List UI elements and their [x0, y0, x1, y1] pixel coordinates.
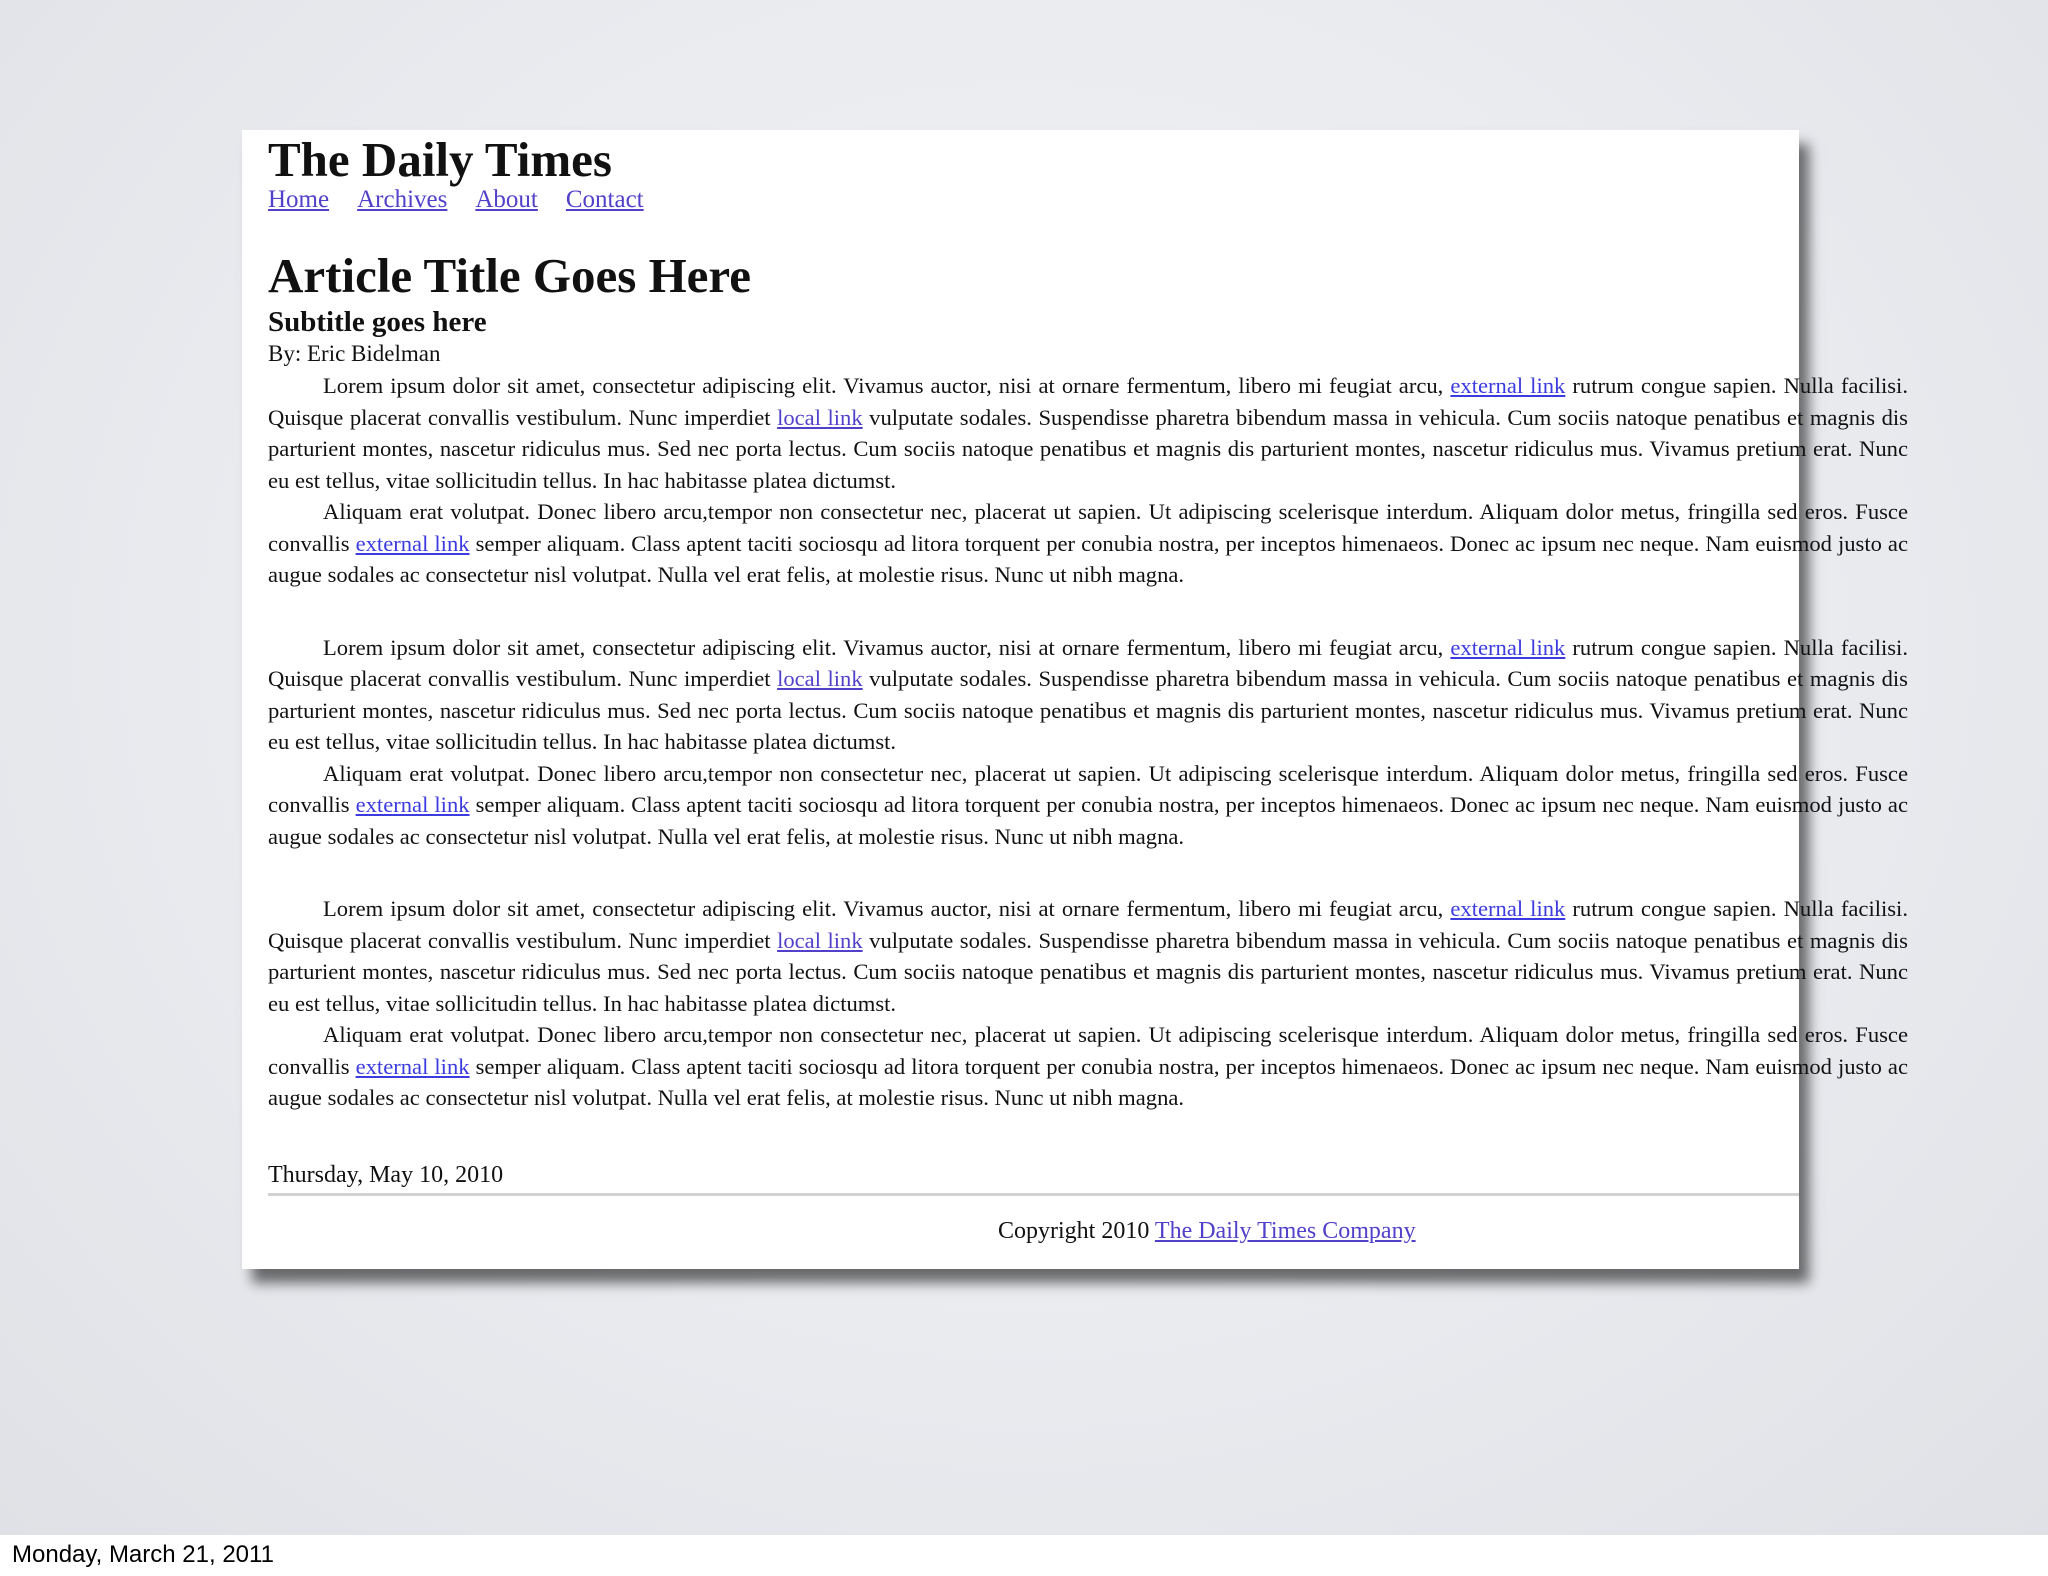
paragraph-text: vulputate sodales. Suspendisse pharetra bibendum massa in vehicula. Cum sociis natoque penatibus et magnis dis parturient montes, nascetur ridiculus mus. Sed nec porta lectus. Cum sociis natoque penatibus et magnis dis parturient montes, nascetur ridiculus mus. Vivamus pretium erat. Nunc eu est tellus, vitae sollicitudin tellus. In hac habitasse platea dictumst.	[268, 666, 1908, 754]
paragraph-group	[268, 370, 1908, 591]
paragraph	[268, 1019, 1908, 1114]
paragraph-text: rutrum congue sapien. Nulla facilisi. Quisque placerat convallis vestibulum. Nunc imperdiet	[268, 896, 1908, 953]
external-link[interactable]: external link	[355, 792, 470, 817]
paragraph-text: vulputate sodales. Suspendisse pharetra bibendum massa in vehicula. Cum sociis natoque penatibus et magnis dis parturient montes, nascetur ridiculus mus. Sed nec porta lectus. Cum sociis natoque penatibus et magnis dis parturient montes, nascetur ridiculus mus. Vivamus pretium erat. Nunc eu est tellus, vitae sollicitudin tellus. In hac habitasse platea dictumst.	[268, 404, 1908, 493]
slide-footer-bar	[0, 1535, 2048, 1576]
publication-date: Thursday, May 10, 2010	[268, 1162, 504, 1188]
site-nav	[268, 184, 672, 216]
nav-link-about[interactable]: About	[475, 186, 538, 213]
article-body	[268, 370, 1908, 1114]
local-link[interactable]: local link	[777, 666, 863, 691]
browser-page-screenshot	[242, 130, 1908, 1269]
paragraph-text: Lorem ipsum dolor sit amet, consectetur adipiscing elit. Vivamus auctor, nisi at ornare fermentum, libero mi feugiat arcu,	[323, 896, 1451, 921]
nav-link-contact[interactable]: Contact	[565, 186, 644, 213]
external-link[interactable]: external link	[1450, 634, 1566, 660]
external-link[interactable]: external link	[1450, 373, 1566, 398]
external-link[interactable]: external link	[1450, 896, 1566, 921]
paragraph-text: semper aliquam. Class aptent taciti sociosqu ad litora torquent per conubia nostra, per inceptos himenaeos. Donec ac ipsum nec neque. Nam euismod justo ac augue sodales ac consectetur nisl volutpat. Nulla vel erat felis, at molestie risus. Nunc ut nibh magna.	[268, 792, 1908, 849]
external-link[interactable]: external link	[355, 530, 470, 556]
paragraph	[268, 370, 1908, 496]
copyright-notice	[998, 1216, 1416, 1246]
footer-divider	[268, 1193, 1799, 1196]
local-link[interactable]: local link	[777, 927, 863, 953]
paragraph-text: Lorem ipsum dolor sit amet, consectetur adipiscing elit. Vivamus auctor, nisi at ornare fermentum, libero mi feugiat arcu,	[323, 373, 1451, 398]
paragraph-text: semper aliquam. Class aptent taciti sociosqu ad litora torquent per conubia nostra, per inceptos himenaeos. Donec ac ipsum nec neque. Nam euismod justo ac augue sodales ac consectetur nisl volutpat. Nulla vel erat felis, at molestie risus. Nunc ut nibh magna.	[268, 1053, 1908, 1110]
paragraph-text: Lorem ipsum dolor sit amet, consectetur adipiscing elit. Vivamus auctor, nisi at ornare fermentum, libero mi feugiat arcu,	[323, 634, 1451, 660]
byline: By: Eric Bidelman	[268, 341, 441, 366]
paragraph-text: Aliquam erat volutpat. Donec libero arcu,tempor non consectetur nec, placerat ut sapien. Ut adipiscing scelerisque interdum. Aliquam dolor metus, fringilla sed eros. Fusce convallis	[268, 499, 1908, 556]
paragraph-text: vulputate sodales. Suspendisse pharetra bibendum massa in vehicula. Cum sociis natoque penatibus et magnis dis parturient montes, nascetur ridiculus mus. Sed nec porta lectus. Cum sociis natoque penatibus et magnis dis parturient montes, nascetur ridiculus mus. Vivamus pretium erat. Nunc eu est tellus, vitae sollicitudin tellus. In hac habitasse platea dictumst.	[268, 927, 1908, 1016]
company-link[interactable]: The Daily Times Company	[1154, 1218, 1416, 1244]
site-title: The Daily Times	[268, 132, 612, 187]
nav-link-home[interactable]: Home	[268, 186, 330, 213]
article-title: Article Title Goes Here	[268, 248, 752, 303]
paragraph	[268, 758, 1908, 853]
paragraph-text: rutrum congue sapien. Nulla facilisi. Quisque placerat convallis vestibulum. Nunc imperdiet	[268, 634, 1908, 691]
paragraph-text: Aliquam erat volutpat. Donec libero arcu,tempor non consectetur nec, placerat ut sapien. Ut adipiscing scelerisque interdum. Aliquam dolor metus, fringilla sed eros. Fusce convallis	[268, 760, 1908, 817]
slide-footer-date: Monday, March 21, 2011	[12, 1541, 274, 1568]
paragraph	[268, 632, 1908, 758]
paragraph-group	[268, 632, 1908, 853]
paragraph-text: Aliquam erat volutpat. Donec libero arcu,tempor non consectetur nec, placerat ut sapien. Ut adipiscing scelerisque interdum. Aliquam dolor metus, fringilla sed eros. Fusce convallis	[268, 1022, 1908, 1079]
nav-link-archives[interactable]: Archives	[357, 186, 448, 213]
article-subtitle: Subtitle goes here	[268, 306, 487, 338]
paragraph	[268, 496, 1908, 591]
paragraph-text: rutrum congue sapien. Nulla facilisi. Quisque placerat convallis vestibulum. Nunc imperdiet	[268, 373, 1908, 430]
local-link[interactable]: local link	[777, 404, 863, 430]
external-link[interactable]: external link	[355, 1053, 470, 1079]
paragraph	[268, 893, 1908, 1019]
copyright-text: Copyright 2010	[998, 1218, 1155, 1244]
paragraph-text: semper aliquam. Class aptent taciti sociosqu ad litora torquent per conubia nostra, per inceptos himenaeos. Donec ac ipsum nec neque. Nam euismod justo ac augue sodales ac consectetur nisl volutpat. Nulla vel erat felis, at molestie risus. Nunc ut nibh magna.	[268, 530, 1908, 587]
paragraph-group	[268, 893, 1908, 1114]
